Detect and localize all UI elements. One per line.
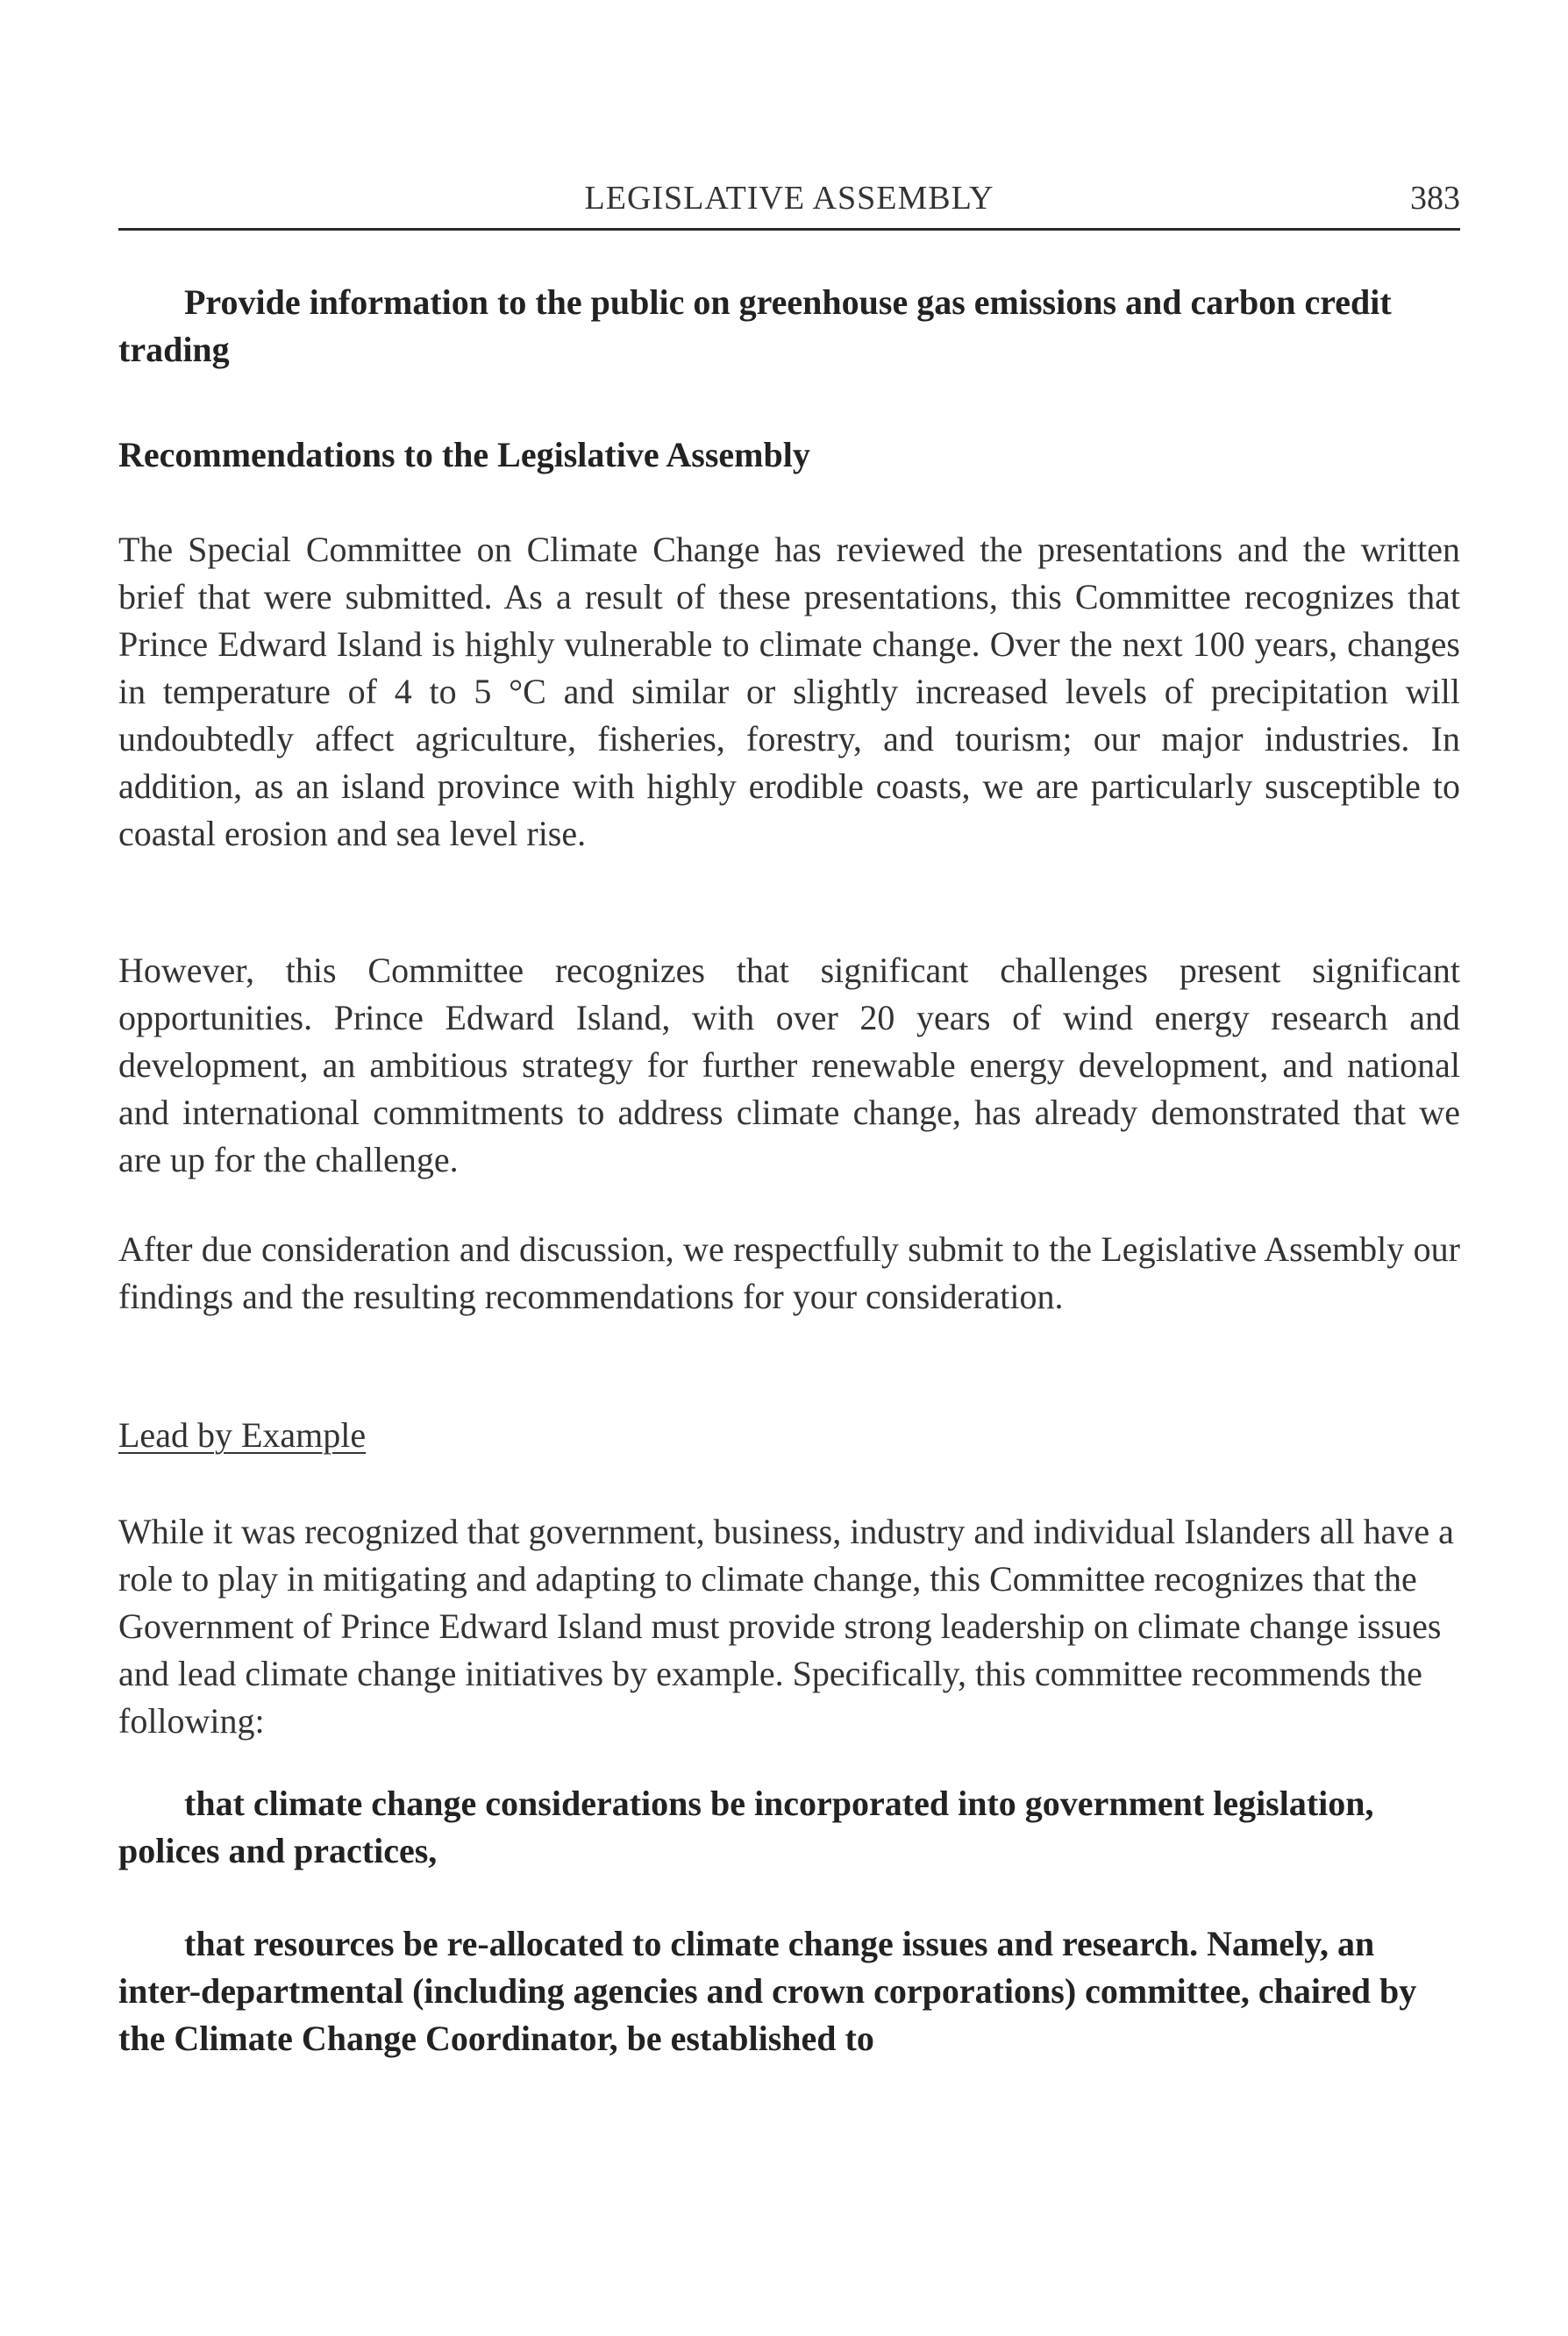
recommendation-1: that climate change considerations be incorporated into government legislation, polices and practices, — [118, 1784, 1374, 1870]
paragraph-lead-by-example: While it was recognized that government, business, industry and individual Islanders all have a role to play in mitigating and adapting to climate change, this Committee recognizes that the Government of Prince Edward Island must provide strong leadership on climate change issues and lead climate change initiatives by example. Specifically, this committee recommends the following: — [118, 1512, 1454, 1741]
paragraph-submission: After due consideration and discussion, we respectfully submit to the Legislative Assembly our findings and the resulting recommendations for your consideration. — [118, 1229, 1460, 1316]
recommendation-2: that resources be re-allocated to climate change issues and research. Namely, an inter-departmental (including agencies and crown corporations) committee, chaired by the Climate Change Coordinator, be established to — [118, 1924, 1417, 2058]
page-number: 383 — [1410, 180, 1460, 217]
recommendations-heading: Recommendations to the Legislative Assembly — [118, 435, 810, 474]
paragraph-special-committee: The Special Committee on Climate Change has reviewed the presentations and the written brief that were submitted. As a result of these presentations, this Committee recognizes that Prince Edward Island is highly vulnerable to climate change. Over the next 100 years, changes in temperature of 4 to 5 °C and similar or slightly increased levels of precipitation will undoubtedly affect agriculture, fisheries, forestry, and tourism; our major industries. In addition, as an island province with highly erodible coasts, we are particularly susceptible to coastal erosion and sea level rise. — [118, 530, 1460, 853]
provide-info-heading: Provide information to the public on greenhouse gas emissions and carbon credit trading — [118, 282, 1392, 369]
running-head: LEGISLATIVE ASSEMBLY — [584, 180, 994, 217]
lead-by-example-heading: Lead by Example — [118, 1415, 367, 1455]
paragraph-opportunities: However, this Committee recognizes that significant challenges present significant opportunities. Prince Edward Island, with over 20 years of wind energy research and development, an ambitious strategy for further renewable energy development, and national and international commitments to address climate change, has already demonstrated that we are up for the challenge. — [118, 951, 1460, 1179]
page-header — [118, 175, 1460, 231]
